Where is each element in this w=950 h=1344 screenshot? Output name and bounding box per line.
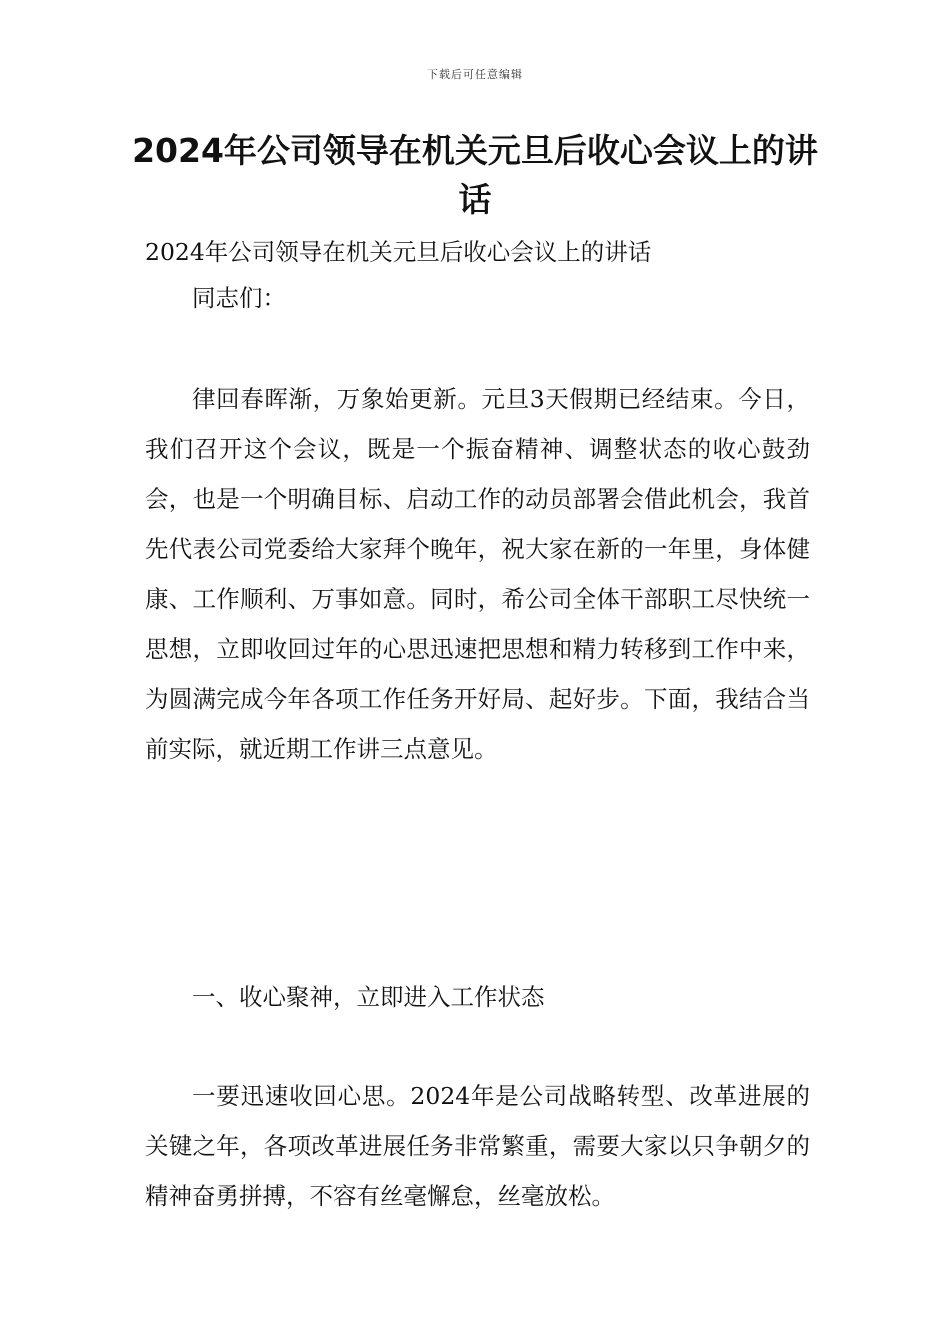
- document-subtitle: 2024年公司领导在机关元旦后收心会议上的讲话: [145, 238, 652, 266]
- section-heading-1: 一、收心聚神，立即进入工作状态: [192, 983, 545, 1011]
- intro-paragraph: 律回春晖渐，万象始更新。元旦3天假期已经结束。今日，我们召开这个会议，既是一个振奋精神、调整状态的收心鼓劲会，也是一个明确目标、启动工作的动员部署会借此机会，我首先代表公司党委给大家拜个晚年，祝大家在新的一年里，身体健康、工作顺利、万事如意。同时，希公司全体干部职工尽快统一思想，立即收回过年的心思迅速把思想和精力转移到工作中来，为圆满完成今年各项工作任务开好局、起好步。下面，我结合当前实际，就近期工作讲三点意见。: [145, 385, 810, 763]
- section-1-paragraph: 一要迅速收回心思。2024年是公司战略转型、改革进展的关键之年，各项改革进展任务非常繁重，需要大家以只争朝夕的精神奋勇拼搏，不容有丝毫懈怠，丝毫放松。: [145, 1082, 810, 1210]
- document-title: 2024年公司领导在机关元旦后收心会议上的讲话: [132, 131, 818, 219]
- header-note: 下载后可任意编辑: [427, 68, 523, 81]
- salutation: 同志们：: [192, 284, 286, 312]
